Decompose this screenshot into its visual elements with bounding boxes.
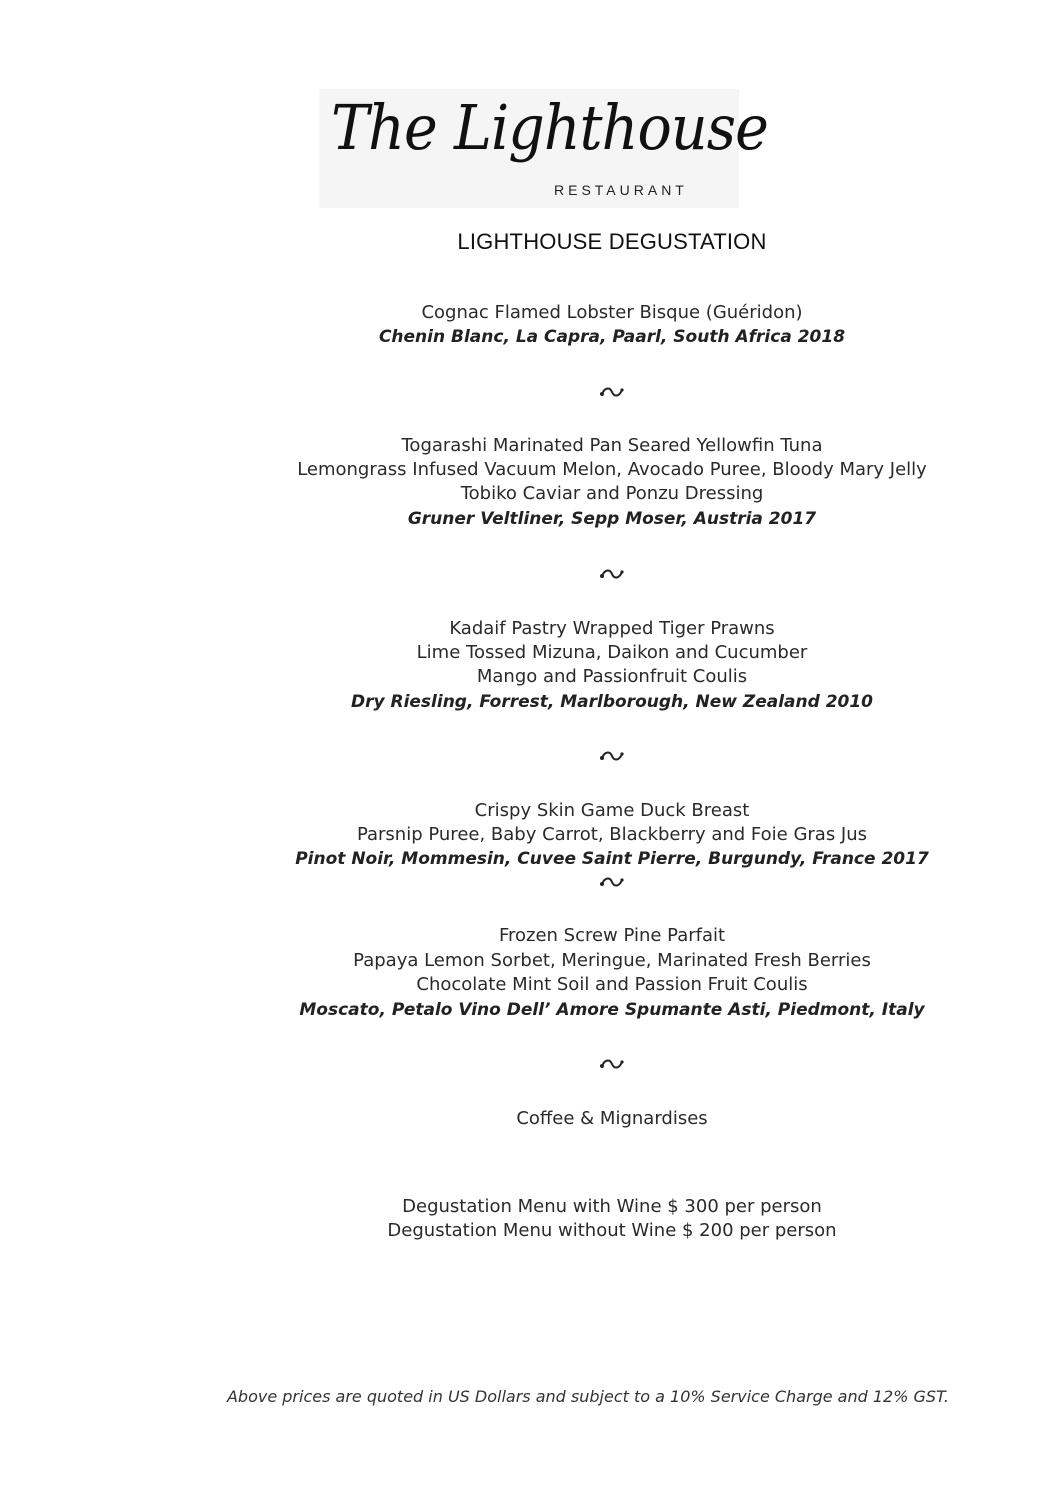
course-5-wine: Moscato, Petalo Vino Dell’ Amore Spumante Asti, Piedmont, Italy — [299, 1000, 925, 1020]
course-2-wine: Gruner Veltliner, Sepp Moser, Austria 2017 — [407, 509, 817, 529]
fleuron-icon — [597, 874, 627, 890]
fleuron-icon — [597, 566, 627, 582]
menu-title: LIGHTHOUSE DEGUSTATION — [457, 229, 767, 254]
pricing-footnote: Above prices are quoted in US Dollars and subject to a 10% Service Charge and 12% GST. — [226, 1387, 950, 1406]
course-6-line-1: Coffee & Mignardises — [516, 1108, 708, 1129]
restaurant-logo — [319, 89, 768, 208]
fleuron-icon — [597, 1056, 627, 1072]
course-4-line-1: Crispy Skin Game Duck Breast — [474, 800, 750, 821]
course-2-line-3: Tobiko Caviar and Ponzu Dressing — [460, 483, 764, 504]
course-3-line-1: Kadaif Pastry Wrapped Tiger Prawns — [449, 618, 775, 639]
course-1-line-1: Cognac Flamed Lobster Bisque (Guéridon) — [421, 302, 803, 323]
course-4-line-2: Parsnip Puree, Baby Carrot, Blackberry and Foie Gras Jus — [356, 824, 868, 845]
course-3-line-2: Lime Tossed Mizuna, Daikon and Cucumber — [416, 642, 808, 663]
course-5-line-1: Frozen Screw Pine Parfait — [498, 925, 726, 946]
logo-subtitle: RESTAURANT — [554, 182, 688, 198]
course-2-line-2: Lemongrass Infused Vacuum Melon, Avocado Puree, Bloody Mary Jelly — [297, 459, 927, 480]
course-3-wine: Dry Riesling, Forrest, Marlborough, New Zealand 2010 — [350, 692, 874, 712]
course-4-wine: Pinot Noir, Mommesin, Cuvee Saint Pierre, Burgundy, France 2017 — [295, 849, 929, 869]
logo-script-text: The Lighthouse — [331, 91, 768, 164]
course-3-line-3: Mango and Passionfruit Coulis — [476, 666, 748, 687]
fleuron-icon — [597, 384, 627, 400]
course-1-wine: Chenin Blanc, La Capra, Paarl, South Africa 2018 — [378, 327, 846, 347]
price-without-wine: Degustation Menu without Wine $ 200 per person — [387, 1220, 837, 1241]
course-5-line-3: Chocolate Mint Soil and Passion Fruit Coulis — [416, 974, 808, 995]
course-5-line-2: Papaya Lemon Sorbet, Meringue, Marinated Fresh Berries — [353, 950, 871, 971]
course-2-line-1: Togarashi Marinated Pan Seared Yellowfin Tuna — [401, 435, 823, 456]
price-with-wine: Degustation Menu with Wine $ 300 per person — [402, 1196, 822, 1217]
fleuron-icon — [597, 748, 627, 764]
